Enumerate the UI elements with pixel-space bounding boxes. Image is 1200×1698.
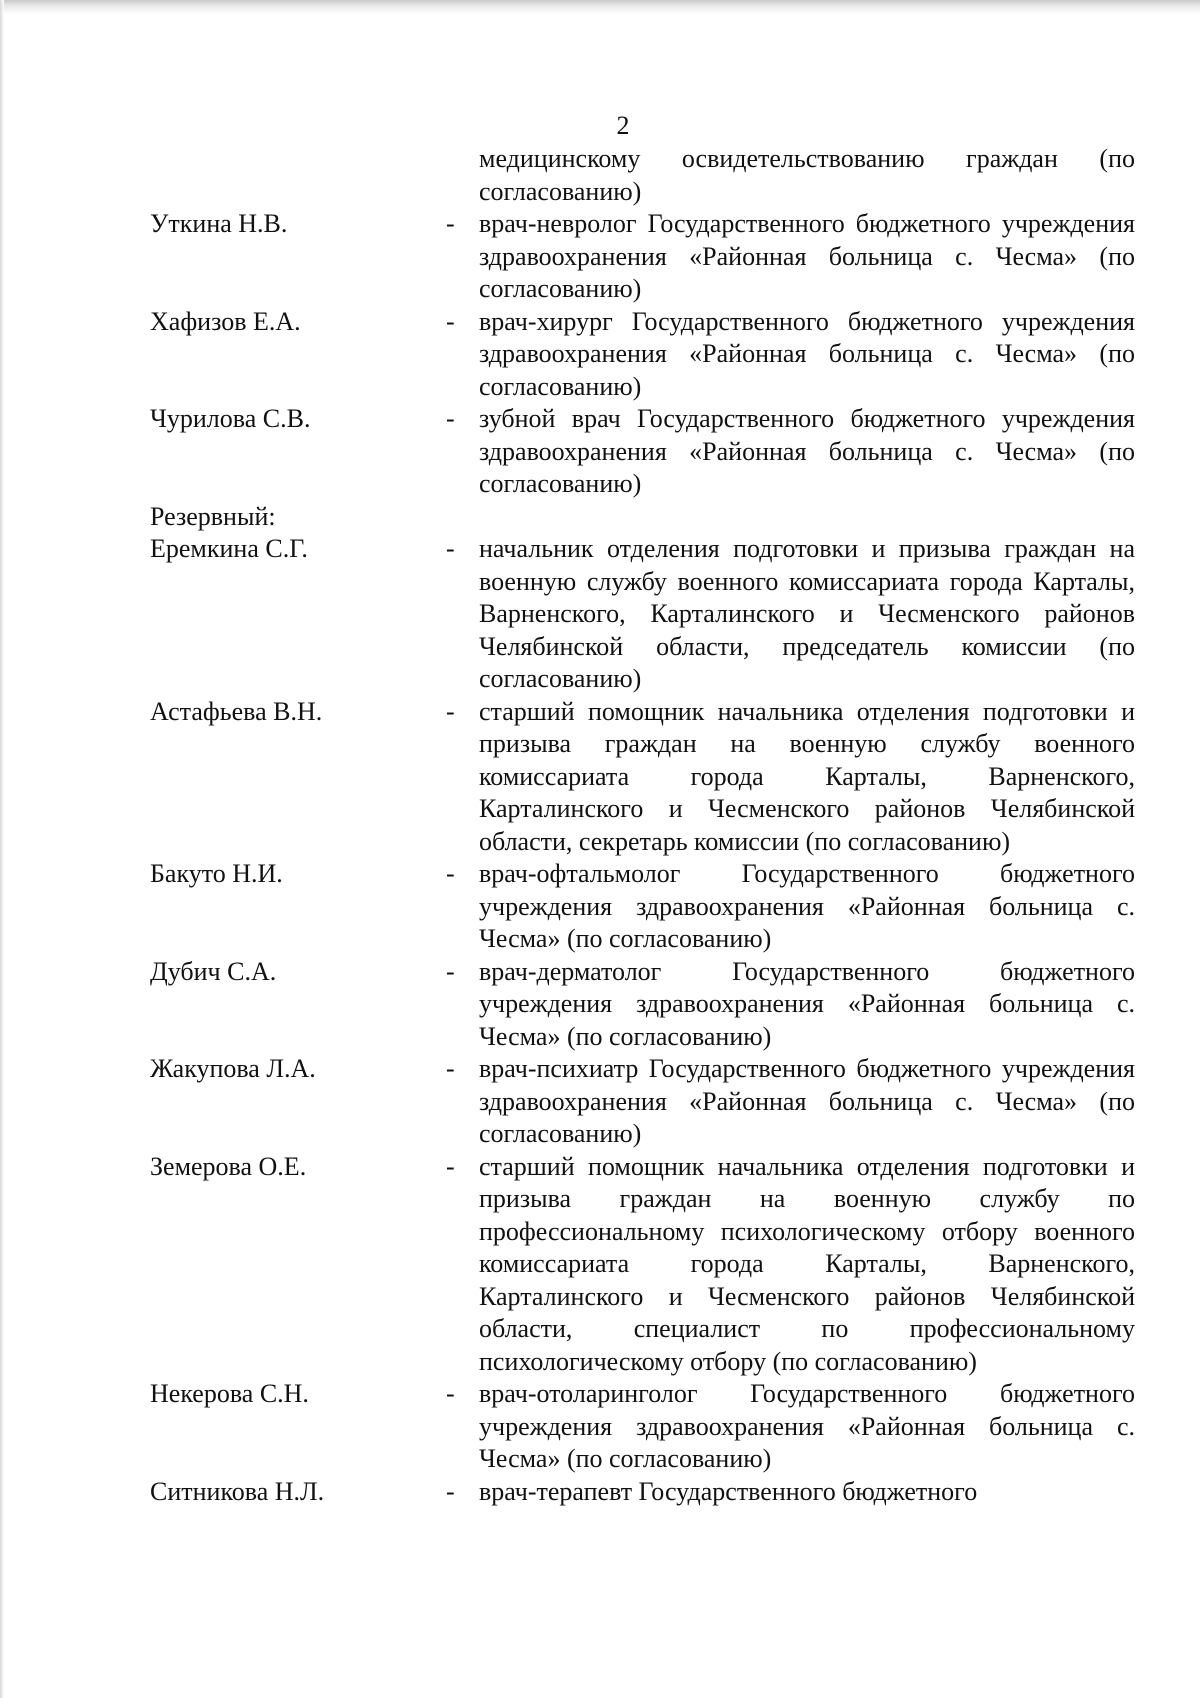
member-row [0, 1053, 1200, 1151]
member-description: врач-невролог Государственного бюджетного учреждения здравоохранения «Районная больница с. Чесма» (по согласованию) [479, 209, 1135, 303]
member-name: Астафьева В.Н. [150, 696, 323, 726]
page-number: 2 [616, 111, 630, 140]
member-name: Хафизов Е.А. [150, 306, 301, 336]
member-dash: - [446, 1151, 455, 1181]
member-name: Некерова С.Н. [150, 1379, 309, 1408]
member-description: врач-хирург Государственного бюджетного учреждения здравоохранения «Районная больница с. Чесма» (по согласованию) [479, 306, 1135, 401]
member-description: начальник отделения подготовки и призыва граждан на военную службу военного комиссариата города Карталы, Варненского, Карталинского и Чесменского районов Челябинской области, председатель комиссии (по согласованию) [479, 534, 1135, 693]
member-description: зубной врач Государственного бюджетного учреждения здравоохранения «Районная больница с. Чесма» (по согласованию) [479, 404, 1135, 498]
member-name: Жакупова Л.А. [150, 1054, 316, 1083]
member-description: старший помощник начальника отделения подготовки и призыва граждан на военную службу военного комиссариата города Карталы, Варненского, Карталинского и Чесменского районов Челябинской области, секретарь комиссии (по согласованию) [479, 696, 1135, 856]
member-row [0, 306, 1200, 404]
member-row [0, 956, 1200, 1054]
member-description: врач-офтальмолог Государственного бюджетного учреждения здравоохранения «Районная больница с. Чесма» (по согласованию) [479, 859, 1135, 953]
continuation-row [0, 143, 1200, 208]
member-row [0, 533, 1200, 696]
member-dash: - [446, 859, 455, 888]
member-row [0, 858, 1200, 956]
member-description: врач-дерматолог Государственного бюджетного учреждения здравоохранения «Районная больница с. Чесма» (по согласованию) [479, 956, 1135, 1051]
member-dash: - [446, 306, 455, 336]
members-list [0, 143, 1200, 1508]
member-description: врач-психиатр Государственного бюджетного учреждения здравоохранения «Районная больница с. Чесма» (по согласованию) [479, 1054, 1135, 1148]
reserve-heading-row [0, 501, 1200, 534]
member-dash: - [446, 209, 455, 238]
member-row [0, 1151, 1200, 1379]
member-dash: - [446, 1379, 455, 1408]
member-dash: - [446, 404, 455, 433]
member-name: Ситникова Н.Л. [150, 1476, 325, 1506]
member-name: Чурилова С.В. [150, 404, 311, 433]
member-row [0, 1378, 1200, 1476]
member-row [0, 696, 1200, 859]
member-description: врач-отоларинголог Государственного бюджетного учреждения здравоохранения «Районная больница с. Чесма» (по согласованию) [479, 1379, 1135, 1473]
member-row [0, 208, 1200, 306]
member-name: Дубич С.А. [150, 956, 277, 986]
member-dash: - [446, 696, 455, 726]
member-dash: - [446, 1476, 455, 1506]
continuation-text: медицинскому освидетельствованию граждан (по согласованию) [479, 144, 1135, 206]
member-row [0, 1476, 1200, 1509]
member-row [0, 403, 1200, 501]
member-dash: - [446, 956, 455, 986]
member-name: Еремкина С.Г. [150, 534, 308, 563]
member-name: Бакуто Н.И. [150, 859, 283, 888]
scan-edge-top [0, 0, 1200, 14]
member-name: Уткина Н.В. [150, 209, 288, 238]
member-dash: - [446, 534, 455, 563]
member-dash: - [446, 1054, 455, 1083]
member-description: старший помощник начальника отделения подготовки и призыва граждан на военную службу по профессиональному психологическому отбору военного комиссариата города Карталы, Варненского, Карталинского и Чесменского районов Челябинской области, специалист по профессиональному психологическому отбору (по согласованию) [479, 1151, 1135, 1376]
member-name: Земерова О.Е. [150, 1151, 307, 1181]
reserve-heading: Резервный: [150, 501, 276, 531]
member-description: врач-терапевт Государственного бюджетного [479, 1476, 978, 1506]
